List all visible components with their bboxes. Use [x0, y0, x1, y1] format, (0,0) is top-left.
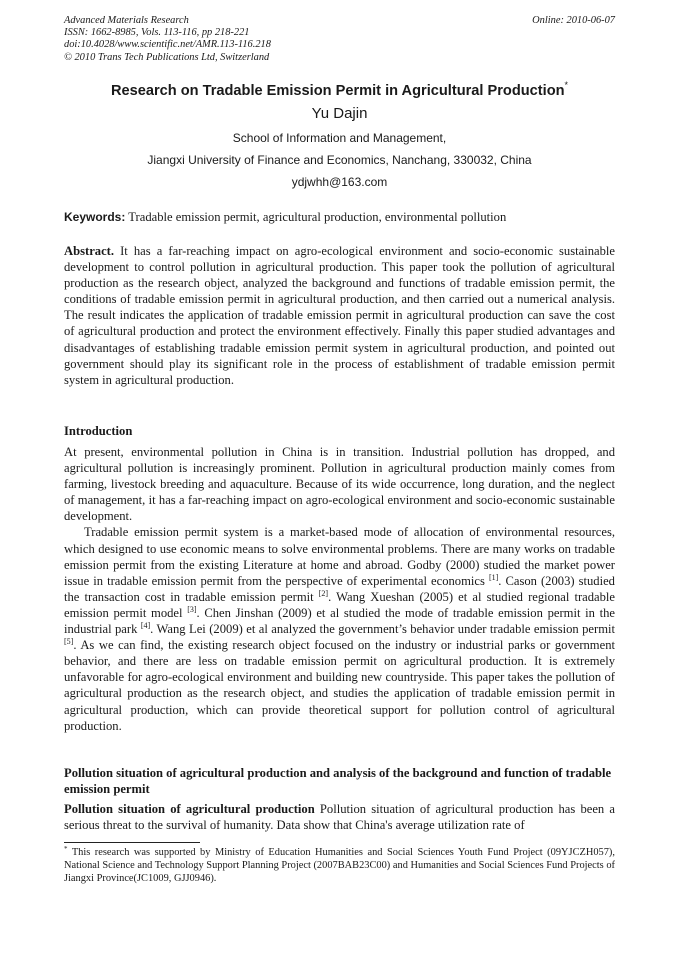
introduction-paragraph-1: At present, environmental pollution in China is in transition. Industrial pollution has dropped, and agricultural pollution is increasingly prominent. Pollution in agricultural production mainly comes from farming, livestock breeding and aquaculture. Because of its wide occurrence, long duration, and the neglect of management, it has a far-reaching impact on agro-ecological environment and socio-economic sustainable development.: [64, 445, 615, 524]
introduction-paragraph-2: Tradable emission permit system is a market-based mode of allocation of environmental resources, which designed to use economic means to solve environmental problems. There are many works on tradable emission permit from the existing Literature at home and abroad. Godby (2000) studied the market power issue in tradable emission permit from the perspective of experimental economics [1]. Cason (2003) studied the transaction cost in tradable emission permit [2]. Wang Xueshan (2005) et al studied regional tradable emission permit model [3]. Chen Jinshan (2009) et al studied the mode of tradable emission permit in the industrial park [4]. Wang Lei (2009) et al analyzed the government’s behavior under tradable emission permit [5]. As we can find, the existing research object focused on the industry or industrial parks or government behavior, and there are less on tradable emission permit on agricultural production. It is extremely unfavorable for agro-ecological environment and building new countryside. This paper takes the pollution of agricultural production as the research object, and studies the application of tradable emission permit in agricultural production, which can provide theoretical support for pollution control of agricultural production.: [64, 525, 616, 733]
citation-3: [3]: [187, 604, 197, 614]
abstract-text: It has a far-reaching impact on agro-ecological environment and socio-economic sustainable development to control pollution in agricultural production. This paper took the pollution of agricultural production as the research object, analyzed the background and functions of tradable emission permit, the conditions of tradable emission permit in agricultural production, and then carried out a numerical analysis. The result indicates the application of tradable emission permit in agricultural production can save the cost of agricultural production and protect the environment effectively. Finally this paper studied advantages and disadvantages of establishing tradable emission permit system in agricultural production, and pointed out government should play its significant role in the process of establishment of tradable emission permit system in agricultural production.: [64, 244, 615, 387]
subsection-label: Pollution situation of agricultural production: [64, 802, 315, 816]
section-2-body: [64, 801, 615, 833]
keywords: [64, 209, 615, 225]
journal-header: [64, 15, 615, 64]
paper-title-text: Research on Tradable Emission Permit in Agricultural Production: [110, 83, 565, 99]
abstract-label: Abstract.: [64, 244, 115, 258]
footnote-text: This research was supported by Ministry of Education Humanities and Social Sciences Youth Fund Project (09YJCZH057), National Science and Technology Support Planning Project (2007BAB23C00) and Humanities and Social Sciences Fund Projects of Jiangxi Province(JC1009, GJJ0946).: [64, 847, 615, 884]
footnote: [64, 846, 615, 885]
author-name: Yu Dajin: [311, 105, 368, 122]
footnote-divider: [64, 842, 200, 843]
section-2-text: Pollution situation of agricultural production has been a serious threat to the survival of humanity. Data show that China's average utilization rate of: [64, 802, 615, 833]
paper-title: [64, 80, 615, 99]
affiliation-university: Jiangxi University of Finance and Economics, Nanchang, 330032, China: [147, 153, 532, 167]
keywords-text: Tradable emission permit, agricultural production, environmental pollution: [125, 210, 507, 224]
footnote-mark: *: [64, 845, 68, 853]
journal-issn: ISSN: 1662-8985, Vols. 113-116, pp 218-221: [64, 27, 250, 39]
title-footnote-mark: *: [564, 80, 569, 90]
journal-name: Advanced Materials Research: [64, 15, 189, 26]
journal-doi: doi:10.4028/www.scientific.net/AMR.113-116.218: [64, 39, 271, 51]
online-date: Online: 2010-06-07: [532, 15, 615, 26]
citation-1: [1]: [488, 572, 499, 582]
citation-4: [4]: [140, 621, 151, 631]
introduction-body: [64, 444, 615, 734]
journal-copyright: © 2010 Trans Tech Publications Ltd, Switzerland: [64, 51, 270, 63]
abstract: [64, 243, 615, 388]
citation-2: [2]: [318, 588, 329, 598]
author-email: ydjwhh@163.com: [291, 175, 388, 189]
citation-5: [5]: [64, 637, 74, 647]
section-2-heading: Pollution situation of agricultural production and analysis of the background and function of tradable emission permit: [64, 766, 612, 796]
introduction-heading: Introduction: [64, 424, 133, 438]
keywords-label: Keywords:: [64, 210, 126, 224]
affiliation-department: School of Information and Management,: [232, 131, 447, 145]
